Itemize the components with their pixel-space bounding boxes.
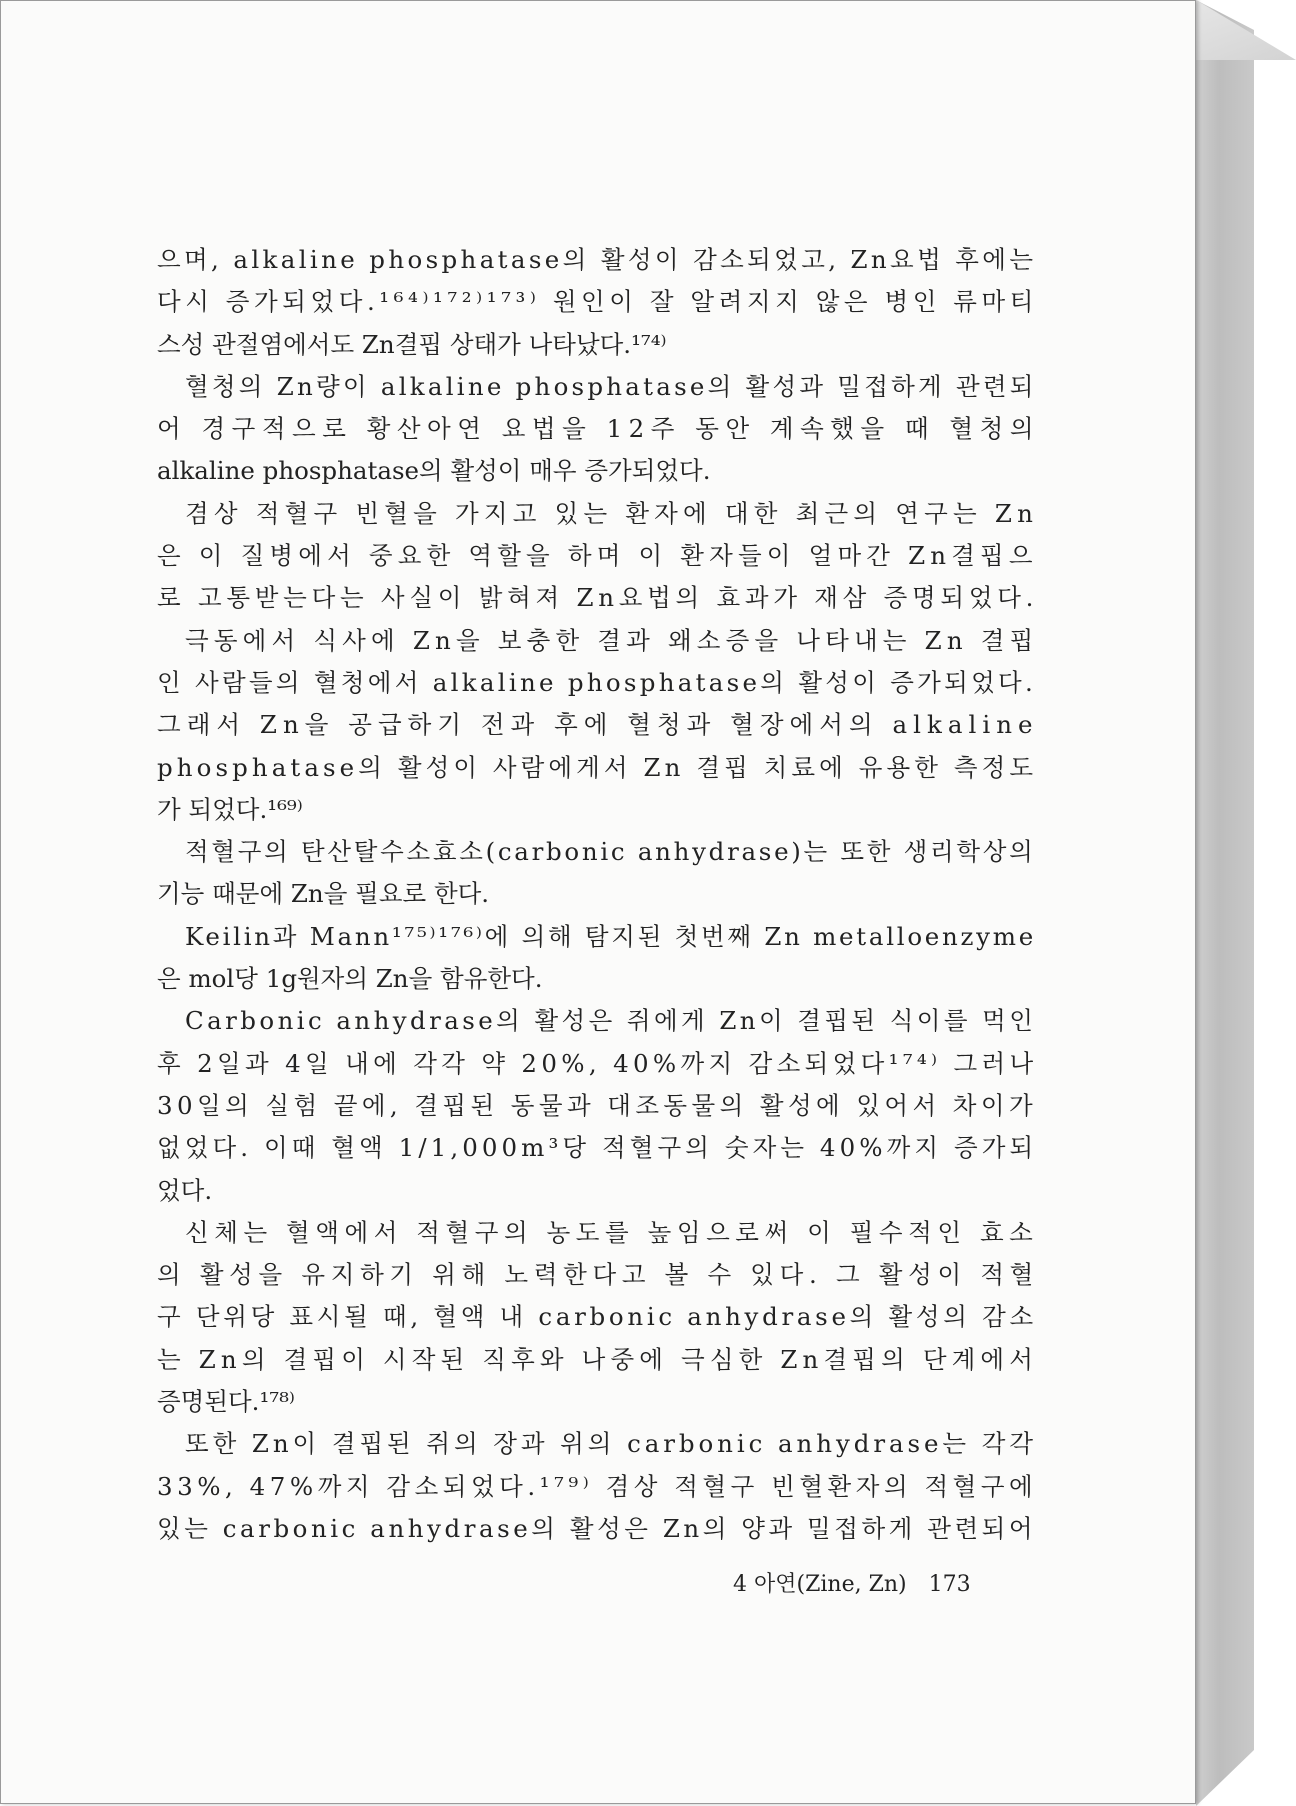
book-spine-top bbox=[1196, 0, 1296, 60]
text-line-content: 또한 Zn이 결핍된 쥐의 장과 위의 carbonic anhydrase는 각각 bbox=[185, 1429, 1037, 1459]
text-line bbox=[157, 1466, 1038, 1508]
text-line bbox=[157, 577, 1039, 619]
text-line-content: 은 이 질병에서 중요한 역할을 하며 이 환자들이 얼마간 Zn결핍으 bbox=[157, 541, 1038, 571]
text-line-content: 가 되었다.¹⁶⁹⁾ bbox=[157, 794, 303, 824]
text-line-content: 적혈구의 탄산탈수소효소(carbonic anhydrase)는 또한 생리학상의 bbox=[185, 837, 1036, 867]
page-footer bbox=[733, 1567, 971, 1598]
text-line bbox=[157, 1212, 1039, 1254]
text-line-content: 구 단위당 표시될 때, 혈액 내 carbonic anhydrase의 활성의 감소 bbox=[157, 1302, 1037, 1332]
page-number: 173 bbox=[928, 1572, 971, 1597]
text-line-content: 30일의 실험 끝에, 결핍된 동물과 대조동물의 활성에 있어서 차이가 bbox=[157, 1090, 1038, 1120]
text-line bbox=[157, 1170, 1033, 1212]
text-line-content: Keilin과 Mann¹⁷⁵⁾¹⁷⁶⁾에 의해 탐지된 첫번째 Zn metalloenzyme bbox=[185, 921, 1036, 951]
text-line-content: 로 고통받는다는 사실이 밝혀져 Zn요법의 효과가 재삼 증명되었다. bbox=[157, 583, 1039, 613]
text-line bbox=[157, 1000, 1037, 1042]
text-line bbox=[157, 1296, 1037, 1338]
text-line-content: phosphatase의 활성이 사람에게서 Zn 결핍 치료에 유용한 측정도 bbox=[157, 752, 1038, 782]
text-line-content: 극동에서 식사에 Zn을 보충한 결과 왜소증을 나타내는 Zn 결핍 bbox=[185, 625, 1039, 655]
text-line bbox=[157, 1043, 1038, 1085]
text-line bbox=[157, 324, 1033, 366]
text-line bbox=[157, 1381, 1033, 1423]
text-line-content: 33%, 47%까지 감소되었다.¹⁷⁹⁾ 겸상 적혈구 빈혈환자의 적혈구에 bbox=[157, 1471, 1038, 1501]
text-line-content: 있는 carbonic anhydrase의 활성은 Zn의 양과 밀접하게 관련되어 bbox=[157, 1513, 1037, 1543]
text-line-content: 인 사람들의 혈청에서 alkaline phosphatase의 활성이 증가되었다. bbox=[157, 667, 1037, 697]
text-line bbox=[157, 704, 1039, 746]
text-line-content: 후 2일과 4일 내에 각각 약 20%, 40%까지 감소되었다¹⁷⁴⁾ 그러나 bbox=[157, 1048, 1038, 1078]
text-line-content: 겸상 적혈구 빈혈을 가지고 있는 환자에 대한 최근의 연구는 Zn bbox=[185, 498, 1039, 528]
text-line-content: 의 활성을 유지하기 위해 노력한다고 볼 수 있다. 그 활성이 적혈 bbox=[157, 1260, 1040, 1290]
text-line-content: 었다. bbox=[157, 1175, 213, 1205]
text-line-content: 은 mol당 1g원자의 Zn을 함유한다. bbox=[157, 964, 543, 994]
text-line bbox=[157, 789, 1033, 831]
text-line bbox=[157, 1339, 1039, 1381]
text-line bbox=[157, 747, 1038, 789]
text-line bbox=[157, 620, 1039, 662]
text-line-content: 신체는 혈액에서 적혈구의 농도를 높임으로써 이 필수적인 효소 bbox=[185, 1217, 1039, 1247]
text-line bbox=[157, 239, 1037, 281]
text-line-content: 증명된다.¹⁷⁸⁾ bbox=[157, 1387, 295, 1417]
text-line bbox=[157, 662, 1037, 704]
text-line bbox=[157, 1254, 1040, 1296]
text-line bbox=[157, 1508, 1037, 1550]
text-line bbox=[157, 873, 1033, 915]
text-line-content: 으며, alkaline phosphatase의 활성이 감소되었고, Zn요법 후에는 bbox=[157, 245, 1037, 274]
text-line bbox=[157, 958, 1033, 1000]
text-line-content: 어 경구적으로 황산아연 요법을 12주 동안 계속했을 때 혈청의 bbox=[157, 414, 1040, 444]
text-line bbox=[157, 493, 1039, 535]
text-line bbox=[157, 1423, 1037, 1465]
text-line bbox=[157, 1085, 1038, 1127]
text-line bbox=[157, 831, 1036, 873]
text-line-content: 는 Zn의 결핍이 시작된 직후와 나중에 극심한 Zn결핍의 단계에서 bbox=[157, 1344, 1039, 1374]
book-spine-edge bbox=[1196, 0, 1254, 1806]
text-line bbox=[157, 450, 1033, 492]
running-footer-chapter: 4 아연(Zine, Zn) bbox=[733, 1572, 907, 1597]
text-line bbox=[157, 281, 1038, 323]
text-line bbox=[157, 535, 1038, 577]
text-line bbox=[157, 366, 1037, 408]
text-line-content: alkaline phosphatase의 활성이 매우 증가되었다. bbox=[157, 456, 711, 486]
text-line-content: 없었다. 이때 혈액 1/1,000m³당 적혈구의 숫자는 40%까지 증가되 bbox=[157, 1133, 1038, 1163]
text-line-content: 기능 때문에 Zn을 필요로 한다. bbox=[157, 879, 490, 909]
text-line-content: 그래서 Zn을 공급하기 전과 후에 혈청과 혈장에서의 alkaline bbox=[157, 710, 1039, 740]
text-line-content: 혈청의 Zn량이 alkaline phosphatase의 활성과 밀접하게 관련되 bbox=[185, 371, 1037, 401]
body-text bbox=[157, 239, 1040, 1550]
text-line bbox=[157, 408, 1040, 450]
text-line-content: 스성 관절염에서도 Zn결핍 상태가 나타났다.¹⁷⁴⁾ bbox=[157, 329, 667, 359]
text-line-content: Carbonic anhydrase의 활성은 쥐에게 Zn이 결핍된 식이를 먹인 bbox=[185, 1006, 1037, 1036]
text-line-content: 다시 증가되었다.¹⁶⁴⁾¹⁷²⁾¹⁷³⁾ 원인이 잘 알려지지 않은 병인 류마티 bbox=[157, 287, 1038, 317]
text-line bbox=[157, 1127, 1038, 1169]
text-line bbox=[157, 916, 1036, 958]
